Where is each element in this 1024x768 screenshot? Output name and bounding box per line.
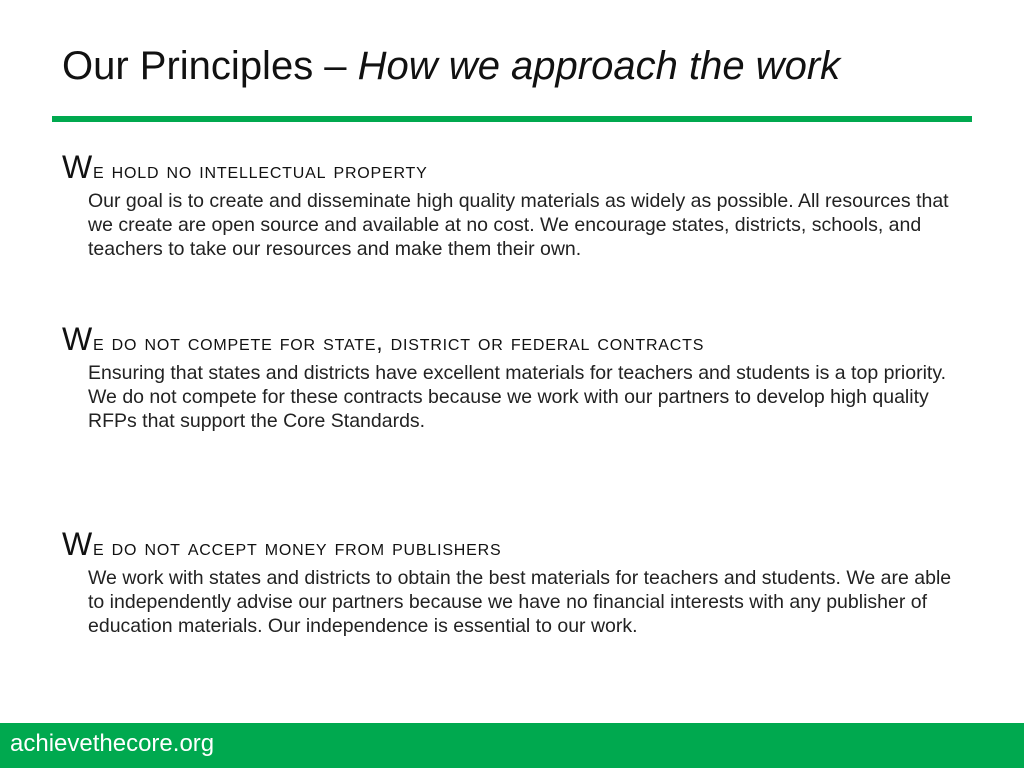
principle-heading: We hold no intellectual property	[62, 149, 428, 185]
slide-title-subtitle: How we approach the work	[357, 44, 841, 88]
principle-heading: We do not accept money from publishers	[62, 526, 502, 562]
title-divider	[52, 116, 972, 122]
principle-section-1	[62, 150, 967, 261]
principle-heading: We do not compete for state, district or federal contracts	[62, 321, 705, 357]
principle-body: Ensuring that states and districts have excellent materials for teachers and students is a top priority. We do not compete for these contracts because we work with our partners to develop high quality RFPs that support the Core Standards.	[88, 362, 947, 432]
slide-title	[62, 40, 840, 92]
principle-section-3	[62, 527, 967, 638]
principle-body: We work with states and districts to obtain the best materials for teachers and students. We are able to independently advise our partners because we have no financial interests with any publisher of education materials. Our independence is essential to our work.	[88, 567, 952, 637]
slide-title-main: Our Principles –	[62, 44, 358, 88]
footer-url: achievethecore.org	[10, 730, 215, 757]
principle-section-2	[62, 322, 967, 433]
principle-body: Our goal is to create and disseminate high quality materials as widely as possible. All resources that we create are open source and available at no cost. We encourage states, districts, schools, and teachers to take our resources and make them their own.	[88, 190, 949, 260]
footer-bar	[0, 723, 1024, 768]
